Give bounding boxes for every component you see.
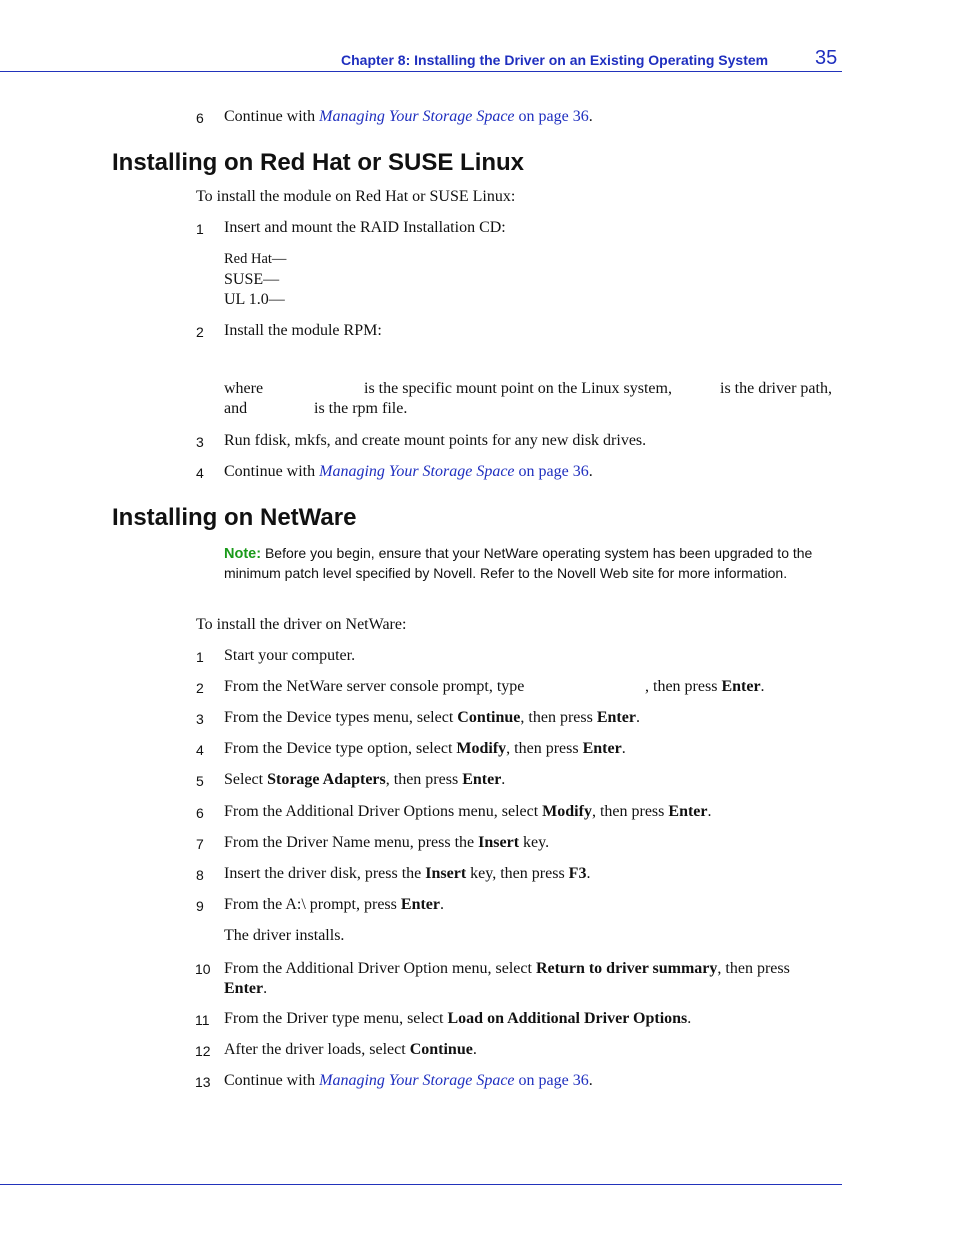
step-number: 3	[196, 434, 204, 450]
step-text: Continue with Managing Your Storage Space on page 36.	[224, 1072, 593, 1089]
where-word: where	[224, 380, 264, 397]
step-text: Insert and mount the RAID Installation CD:	[224, 219, 506, 236]
note-label: Note:	[224, 546, 262, 562]
step-text: After the driver loads, select Continue.	[224, 1041, 477, 1058]
netware-intro: To install the driver on NetWare:	[196, 616, 407, 633]
section-heading-netware: Installing on NetWare	[112, 504, 357, 531]
step-text: Insert the driver disk, press the Insert key, then press F3.	[224, 865, 591, 882]
step-text: From the Driver type menu, select Load on Additional Driver Options.	[224, 1010, 692, 1027]
page-number: 35	[815, 47, 838, 69]
step-text: From the Driver Name menu, press the Insert key.	[224, 834, 550, 851]
header-rule	[0, 71, 842, 72]
step-text-cont: , then press Enter.	[645, 678, 765, 695]
managing-storage-link[interactable]: Managing Your Storage Space on page 36	[319, 1072, 589, 1089]
distro-ul: UL 1.0—	[224, 291, 285, 308]
step-text: Run fdisk, mkfs, and create mount points for any new disk drives.	[224, 432, 647, 449]
section-heading-redhat: Installing on Red Hat or SUSE Linux	[112, 149, 525, 176]
redhat-intro: To install the module on Red Hat or SUSE Linux:	[196, 188, 516, 205]
step-text: From the Device type option, select Modify, then press Enter.	[224, 740, 626, 757]
step-number: 2	[196, 324, 204, 340]
step-text: From the Additional Driver Option menu, select Return to driver summary, then press Enter.	[224, 960, 790, 997]
step-number: 9	[196, 898, 204, 914]
managing-storage-link[interactable]: Managing Your Storage Space on page 36	[319, 108, 589, 125]
where-rpm-file: is the rpm file.	[314, 400, 408, 417]
step-number: 4	[196, 465, 204, 481]
distro-redhat: Red Hat—	[224, 251, 287, 267]
step-number: 2	[196, 680, 204, 696]
managing-storage-link[interactable]: Managing Your Storage Space on page 36	[319, 463, 589, 480]
step-text: Continue with Managing Your Storage Space on page 36.	[224, 108, 593, 125]
step-number: 8	[196, 867, 204, 883]
step-number: 3	[196, 711, 204, 727]
step-number: 1	[196, 221, 204, 237]
step-number: 11	[195, 1012, 210, 1028]
step-number: 5	[196, 773, 204, 789]
step-text: Start your computer.	[224, 647, 356, 664]
where-driver-path: is the driver path,	[720, 380, 832, 397]
step-number: 10	[195, 961, 211, 977]
step-number: 6	[196, 110, 204, 126]
step-number: 6	[196, 805, 204, 821]
note-text: Before you begin, ensure that your NetWare operating system has been upgraded to the minimum patch level specified by Novell. Refer to the Novell Web site for more information.	[224, 545, 813, 581]
step-text: From the A:\ prompt, press Enter.	[224, 896, 444, 913]
step-text: From the Device types menu, select Continue, then press Enter.	[224, 709, 640, 726]
step-number: 12	[195, 1043, 211, 1059]
distro-suse: SUSE—	[224, 271, 280, 288]
step-text: Install the module RPM:	[224, 322, 382, 339]
step-number: 4	[196, 742, 204, 758]
step-text: Continue with Managing Your Storage Space on page 36.	[224, 463, 593, 480]
note-box	[224, 544, 840, 583]
step-text: From the NetWare server console prompt, type	[224, 678, 525, 695]
step-text: From the Additional Driver Options menu, select Modify, then press Enter.	[224, 803, 712, 820]
step-text: Select Storage Adapters, then press Enter.	[224, 771, 506, 788]
where-and: and	[224, 400, 248, 417]
step-number: 1	[196, 649, 204, 665]
step-number: 7	[196, 836, 204, 852]
running-header-title: Chapter 8: Installing the Driver on an Existing Operating System	[341, 52, 769, 68]
step-number: 13	[195, 1074, 211, 1090]
footer-rule	[0, 1184, 842, 1185]
step-result: The driver installs.	[224, 927, 345, 944]
where-mount-point: is the specific mount point on the Linux system,	[364, 380, 672, 397]
